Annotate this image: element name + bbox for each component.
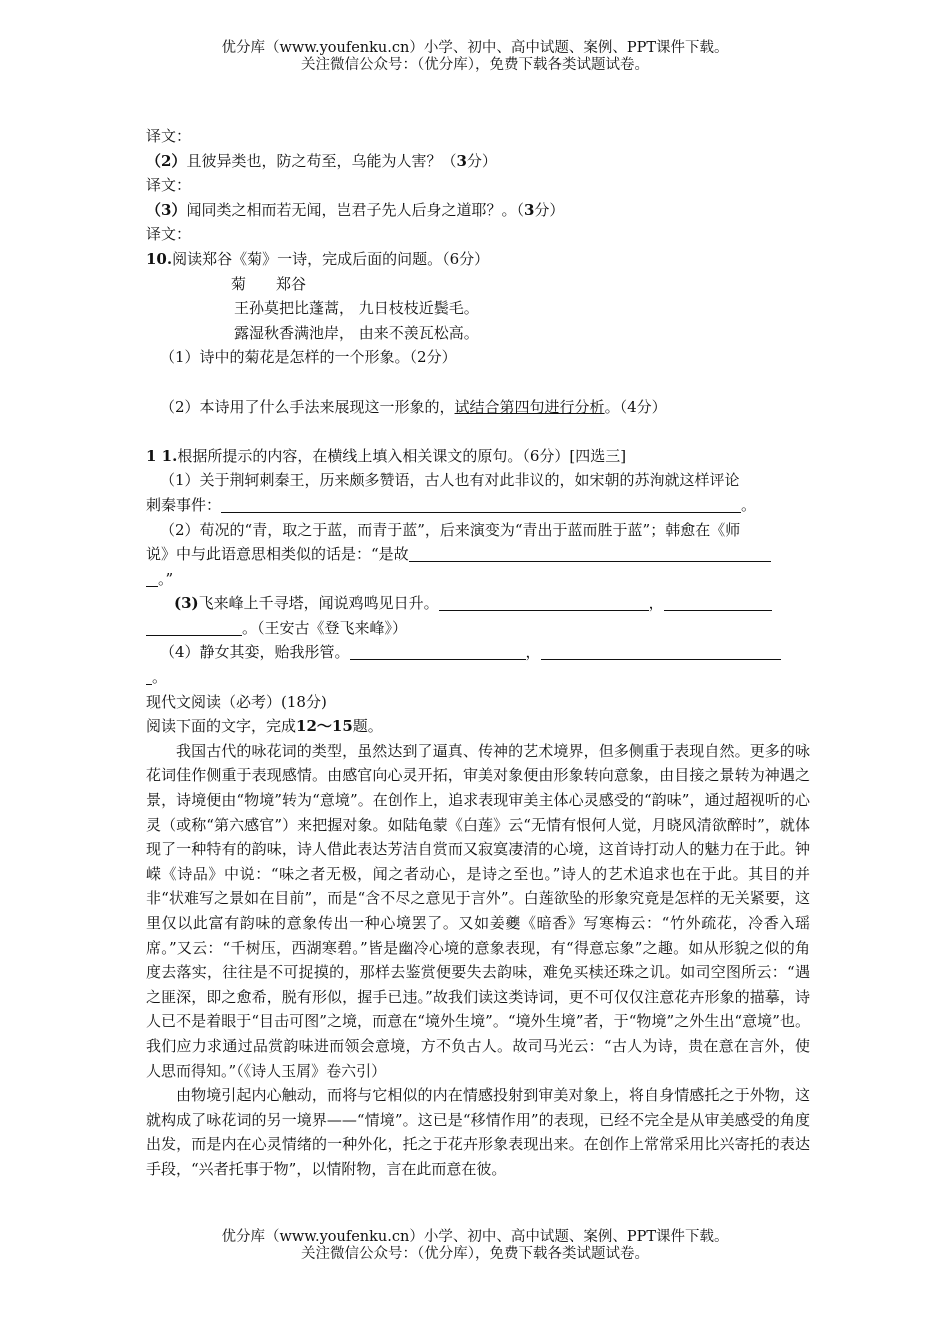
q11-sub3-source: 。（王安古《登飞来峰》） (242, 618, 408, 637)
q10-sub2 (146, 395, 810, 420)
q11-sub1-end: 。 (741, 495, 757, 514)
q10-sub2-a: （2）本诗用了什么手法来展现这一形象的， (160, 397, 455, 416)
q11-sub3-num: (3) (174, 594, 199, 613)
q10-number: 10. (146, 249, 173, 268)
q11-sub1-line1: （1）关于荆轲刺秦王，历来颇多赞语，古人也有对此非议的，如宋朝的苏洵就这样评论 (160, 471, 740, 490)
q11-stem-text: 根据所提示的内容，在横线上填入相关课文的原句。（6分）[四选三] (177, 446, 627, 465)
q10-stem-text: 阅读郑谷《菊》一诗，完成后面的问题。（6分） (172, 249, 490, 268)
translation-label: 译文： (146, 225, 192, 244)
q9-sub2-unit: 分） (466, 151, 497, 170)
q11-number: 1 1. (146, 446, 178, 465)
q11-sub3-comma: ， (648, 594, 664, 613)
poem-line-2: 露湿秋香满池岸， 由来不羡瓦松高。 (234, 323, 479, 342)
header-line-1: 优分库（www.youfenku.cn）小学、初中、高中试题、案例、PPT课件下载。 (221, 40, 729, 56)
q10-sub2-underlined: 试结合第四句进行分析 (454, 397, 605, 416)
q11-sub2-line1: （2）荀况的“青，取之于蓝，而青于蓝”，后来演变为“青出于蓝而胜于蓝”；韩愈在《师 (160, 520, 741, 539)
page-footer (0, 1229, 950, 1263)
passage-paragraph-1: 我国古代的咏花词的类型，虽然达到了逼真、传神的艺术境界，但多侧重于表现自然。更多的咏花词佳作侧重于表现感情。由感官向心灵开拓，审美对象便由形象转向意象，由目接之景转为神遇之景，诗境便由“物境”转为“意境”。在创作上，追求表现审美主体心灵感受的“韵味”，通过超视听的心灵（或称“第六感官”）来把握对象。如陆龟蒙《白莲》云“无情有恨何人觉，月晓风清欲醉时”，就体现了一种特有的韵味，诗人借此表达芳洁自赏而又寂寞凄清的心境，这首诗打动人的魅力在于此。钟嵘《诗品》中说：“味之者无极，闻之者动心，是诗之至也。”诗人的艺术追求也在于此。其目的并非“状难写之景如在目前”，而是“含不尽之意见于言外”。白莲欲坠的形象究竟是怎样的无关紧要，这里仅以此富有韵味的意象传出一种心境罢了。又如姜夔《暗香》写寒梅云：“竹外疏花，冷香入瑶席。”又云：“千树压，西湖寒碧。”皆是幽冷心境的意象表现，有“得意忘象”之趣。如从形貌之似的角度去落实，往往是不可捉摸的，那样去鉴赏便要失去韵味，难免买椟还珠之讥。如司空图所云：“遇之匪深，即之愈希，脱有形似，握手已违。”故我们读这类诗词，更不可仅仅注意花卉形象的描摹，诗人已不是着眼于“目击可图”之境，而意在“境外生境”。“境外生境”者，于“物境”之外生出“意境”也。我们应力求通过品赏韵味进而领会意境，方不负古人。故司马光云：“古人为诗，贵在意在言外，使人思而得知。”（《诗人玉屑》卷六引） (146, 741, 810, 1080)
passage-paragraph-2: 由物境引起内心触动，而将与它相似的内在情感投射到审美对象上，将自身情感托之于外物，这就构成了咏花词的另一境界——“情境”。这已是“移情作用”的表现，已经不完全是从审美感受的角度出发，而是内在心灵情绪的一种外化，托之于花卉形象表现出来。在创作上常常采用比兴寄托的表达手段，“兴者托事于物”，以情附物，言在此而意在彼。 (146, 1086, 810, 1178)
q9-sub2-text: 且彼异类也，防之苟至，乌能为人害？（ (186, 151, 457, 170)
q9-sub3-text: 闻同类之相而若无闻，岂君子先人后身之道耶？。（ (186, 200, 524, 219)
page-header (0, 40, 950, 74)
q10-stem (146, 247, 810, 272)
reading-instruction (146, 714, 810, 739)
translation-label: 译文： (146, 176, 192, 195)
section-title: 现代文阅读（必考）(18分) (146, 692, 327, 711)
q9-sub3 (146, 198, 810, 223)
answer-blank[interactable] (409, 544, 771, 562)
answer-blank[interactable] (664, 593, 772, 611)
q11-sub3-line2 (146, 616, 810, 641)
q11-sub4-text: （4）静女其娈，贻我彤管。 (160, 643, 350, 662)
q11-sub4-comma: ， (525, 643, 541, 662)
footer-line-2: 关注微信公众号：（优分库），免费下载各类试题试卷。 (301, 1246, 649, 1262)
q9-sub2-num: （2） (146, 151, 187, 170)
q11-sub4-end: 。 (152, 668, 168, 687)
footer-line-1: 优分库（www.youfenku.cn）小学、初中、高中试题、案例、PPT课件下载。 (221, 1229, 729, 1245)
answer-space (146, 370, 810, 395)
q9-sub3-unit: 分） (534, 200, 565, 219)
q9-sub2-score: 3 (456, 151, 467, 170)
q11-sub4-line1 (146, 640, 810, 665)
instruction-range: 12～15 (296, 717, 353, 736)
poem-line-1: 王孙莫把比蓬蒿， 九日枝枝近鬓毛。 (234, 299, 479, 318)
q10-sub2-b: 。（4分） (604, 397, 667, 416)
q9-sub3-num: （3） (146, 200, 187, 219)
q11-sub2-line3 (146, 567, 810, 592)
q11-stem (146, 444, 810, 469)
answer-blank[interactable] (221, 495, 741, 513)
q11-sub1-prefix: 刺秦事件： (146, 495, 222, 514)
q11-sub2-end: 。” (158, 569, 174, 588)
q10-sub1: （1）诗中的菊花是怎样的一个形象。（2分） (160, 348, 457, 367)
q11-sub3-text: 飞来峰上千寻塔，闻说鸡鸣见日升。 (198, 594, 439, 613)
q11-sub2-prefix: 说》中与此语意思相类似的话是：“是故 (146, 545, 409, 564)
poem-title: 菊 郑谷 (231, 274, 307, 293)
instruction-a: 阅读下面的文字，完成 (146, 717, 297, 736)
answer-blank[interactable] (439, 593, 649, 611)
q11-sub4-line2 (146, 665, 810, 690)
header-line-2: 关注微信公众号：（优分库），免费下载各类试题试卷。 (301, 57, 649, 73)
q9-sub3-score: 3 (523, 200, 535, 219)
answer-blank[interactable] (350, 642, 526, 660)
answer-blank[interactable] (146, 569, 158, 587)
q11-sub2-line2 (146, 542, 810, 567)
q11-sub1-line2 (146, 493, 810, 518)
answer-space (146, 419, 810, 444)
answer-blank[interactable] (146, 618, 242, 636)
document-body (146, 124, 810, 1182)
q9-sub2 (146, 149, 810, 174)
translation-label: 译文： (146, 127, 192, 145)
instruction-c: 题。 (352, 717, 383, 736)
answer-blank[interactable] (541, 642, 781, 660)
q11-sub3-line1 (146, 591, 810, 616)
